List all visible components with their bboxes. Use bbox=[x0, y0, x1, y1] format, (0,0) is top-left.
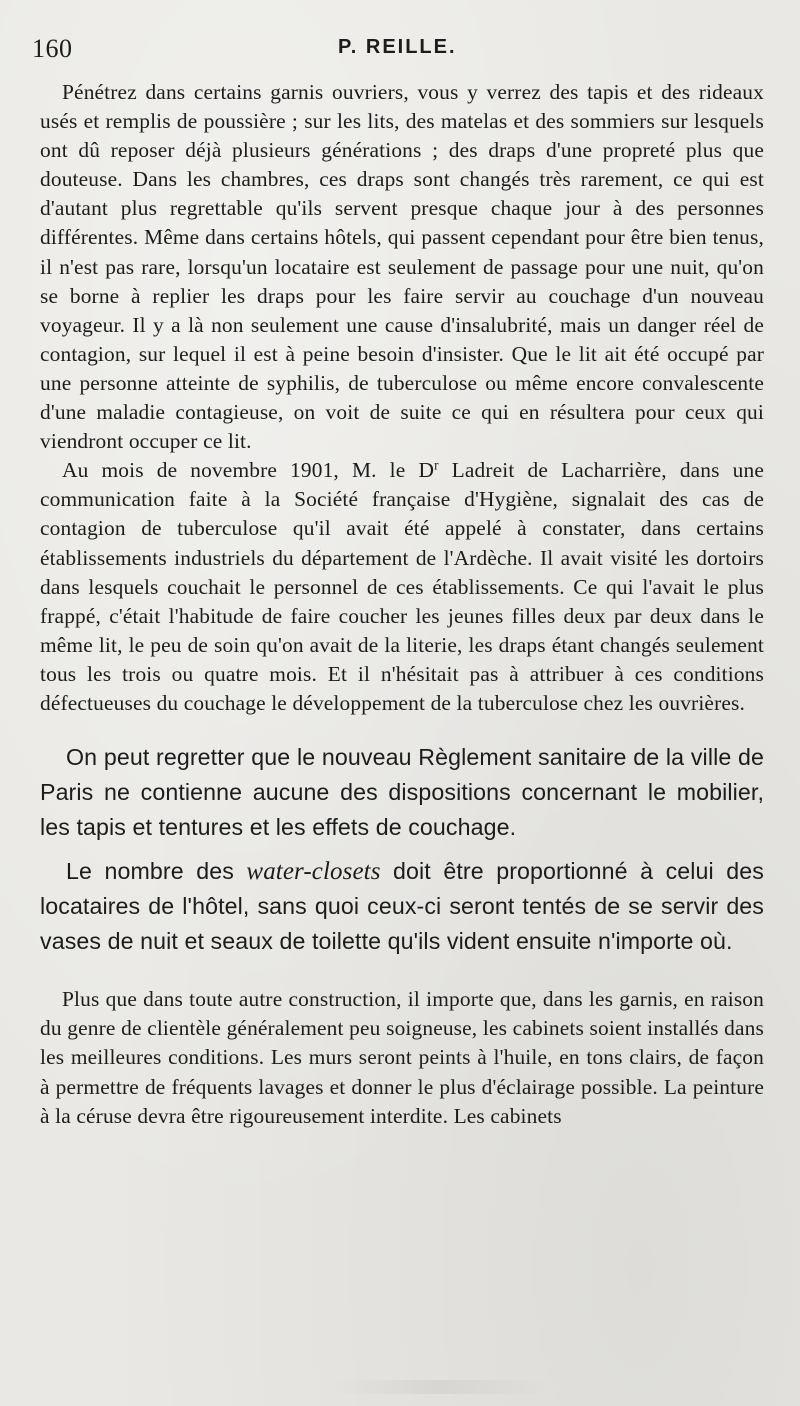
doctor-abbrev-superscript: r bbox=[434, 457, 439, 473]
water-closets-term: water-closets bbox=[246, 857, 381, 885]
paragraph-gap bbox=[40, 718, 764, 740]
running-head bbox=[32, 30, 768, 66]
ardeche-text-start: Au mois de novembre 1901, M. le D bbox=[62, 458, 435, 483]
paragraph-gap bbox=[40, 846, 764, 854]
paragraph-water-closets bbox=[40, 854, 764, 960]
ardeche-text-rest: Ladreit de Lacharrière, dans une communication faite à la Société française d'Hygiène, signalait des cas de contagion de tuberculose qu'il avait été appelé à constater, dans certains établissements industriels du département de l'Ardèche. Il avait visité les dortoirs dans lesquels couchait le personnel de ces établissements. Ce qui l'avait le plus frappé, c'était l'habitude de faire coucher les jeunes filles deux par deux dans le même lit, le peu de soin qu'on avait de la literie, les draps étant changés seulement tous les trois ou quatre mois. Et il n'hésitait pas à attribuer à ces conditions défectueuses du couchage le développement de la tuberculose chez les ouvrières. bbox=[40, 458, 765, 715]
running-title: P. REILLE. bbox=[338, 36, 457, 58]
page-number: 160 bbox=[32, 34, 73, 63]
paragraph-garnis-linen: Pénétrez dans certains garnis ouvriers, vous y verrez des tapis et des rideaux usés et remplis de poussière ; sur les lits, des matelas et des sommiers sur lesquels ont dû reposer déjà plusieurs générations ; des draps d'une propreté plus que douteuse. Dans les chambres, ces draps sont changés très rarement, ce qui est d'autant plus regrettable qu'ils servent presque chaque jour à des personnes différentes. Même dans certains hôtels, qui passent cependant pour être bien tenus, il n'est pas rare, lorsqu'un locataire est seulement de passage pour une nuit, qu'on se borne à replier les draps pour les faire servir au couchage d'un nouveau voyageur. Il y a là non seulement une cause d'insalubrité, mais un danger réel de contagion, sur lequel il est à peine besoin d'insister. Que le lit ait été occupé par une personne atteinte de syphilis, de tuberculose ou même encore convalescente d'une maladie contagieuse, on voit de suite ce qui en résultera pour ceux qui viendront occuper ce lit. bbox=[40, 80, 764, 454]
paragraph-gap bbox=[40, 959, 764, 985]
paragraph-ardeche-report bbox=[40, 456, 764, 718]
paragraph-reglement-sanitaire: On peut regretter que le nouveau Règlement sanitaire de la ville de Paris ne contienne aucune des dispositions concernant le mobilier, les tapis et tentures et les effets de couchage. bbox=[40, 744, 764, 841]
body-text bbox=[40, 78, 764, 1131]
paragraph-cabinets: Plus que dans toute autre construction, il importe que, dans les garnis, en raison du genre de clientèle généralement peu soigneuse, les cabinets soient installés dans les meilleures conditions. Les murs seront peints à l'huile, en tons clairs, de façon à permettre de fréquents lavages et donner le plus d'éclairage possible. La peinture à la céruse devra être rigoureusement interdite. Les cabinets bbox=[40, 987, 764, 1128]
wc-text-start: Le nombre des bbox=[66, 857, 247, 884]
wc-text-rest: doit être proportionné à celui des locataires de l'hôtel, sans quoi ceux-ci seront tentés de se servir des vases de nuit et seaux de toilette qu'ils vident ensuite n'importe où. bbox=[40, 857, 764, 955]
bleed-through-mark bbox=[330, 1380, 550, 1394]
